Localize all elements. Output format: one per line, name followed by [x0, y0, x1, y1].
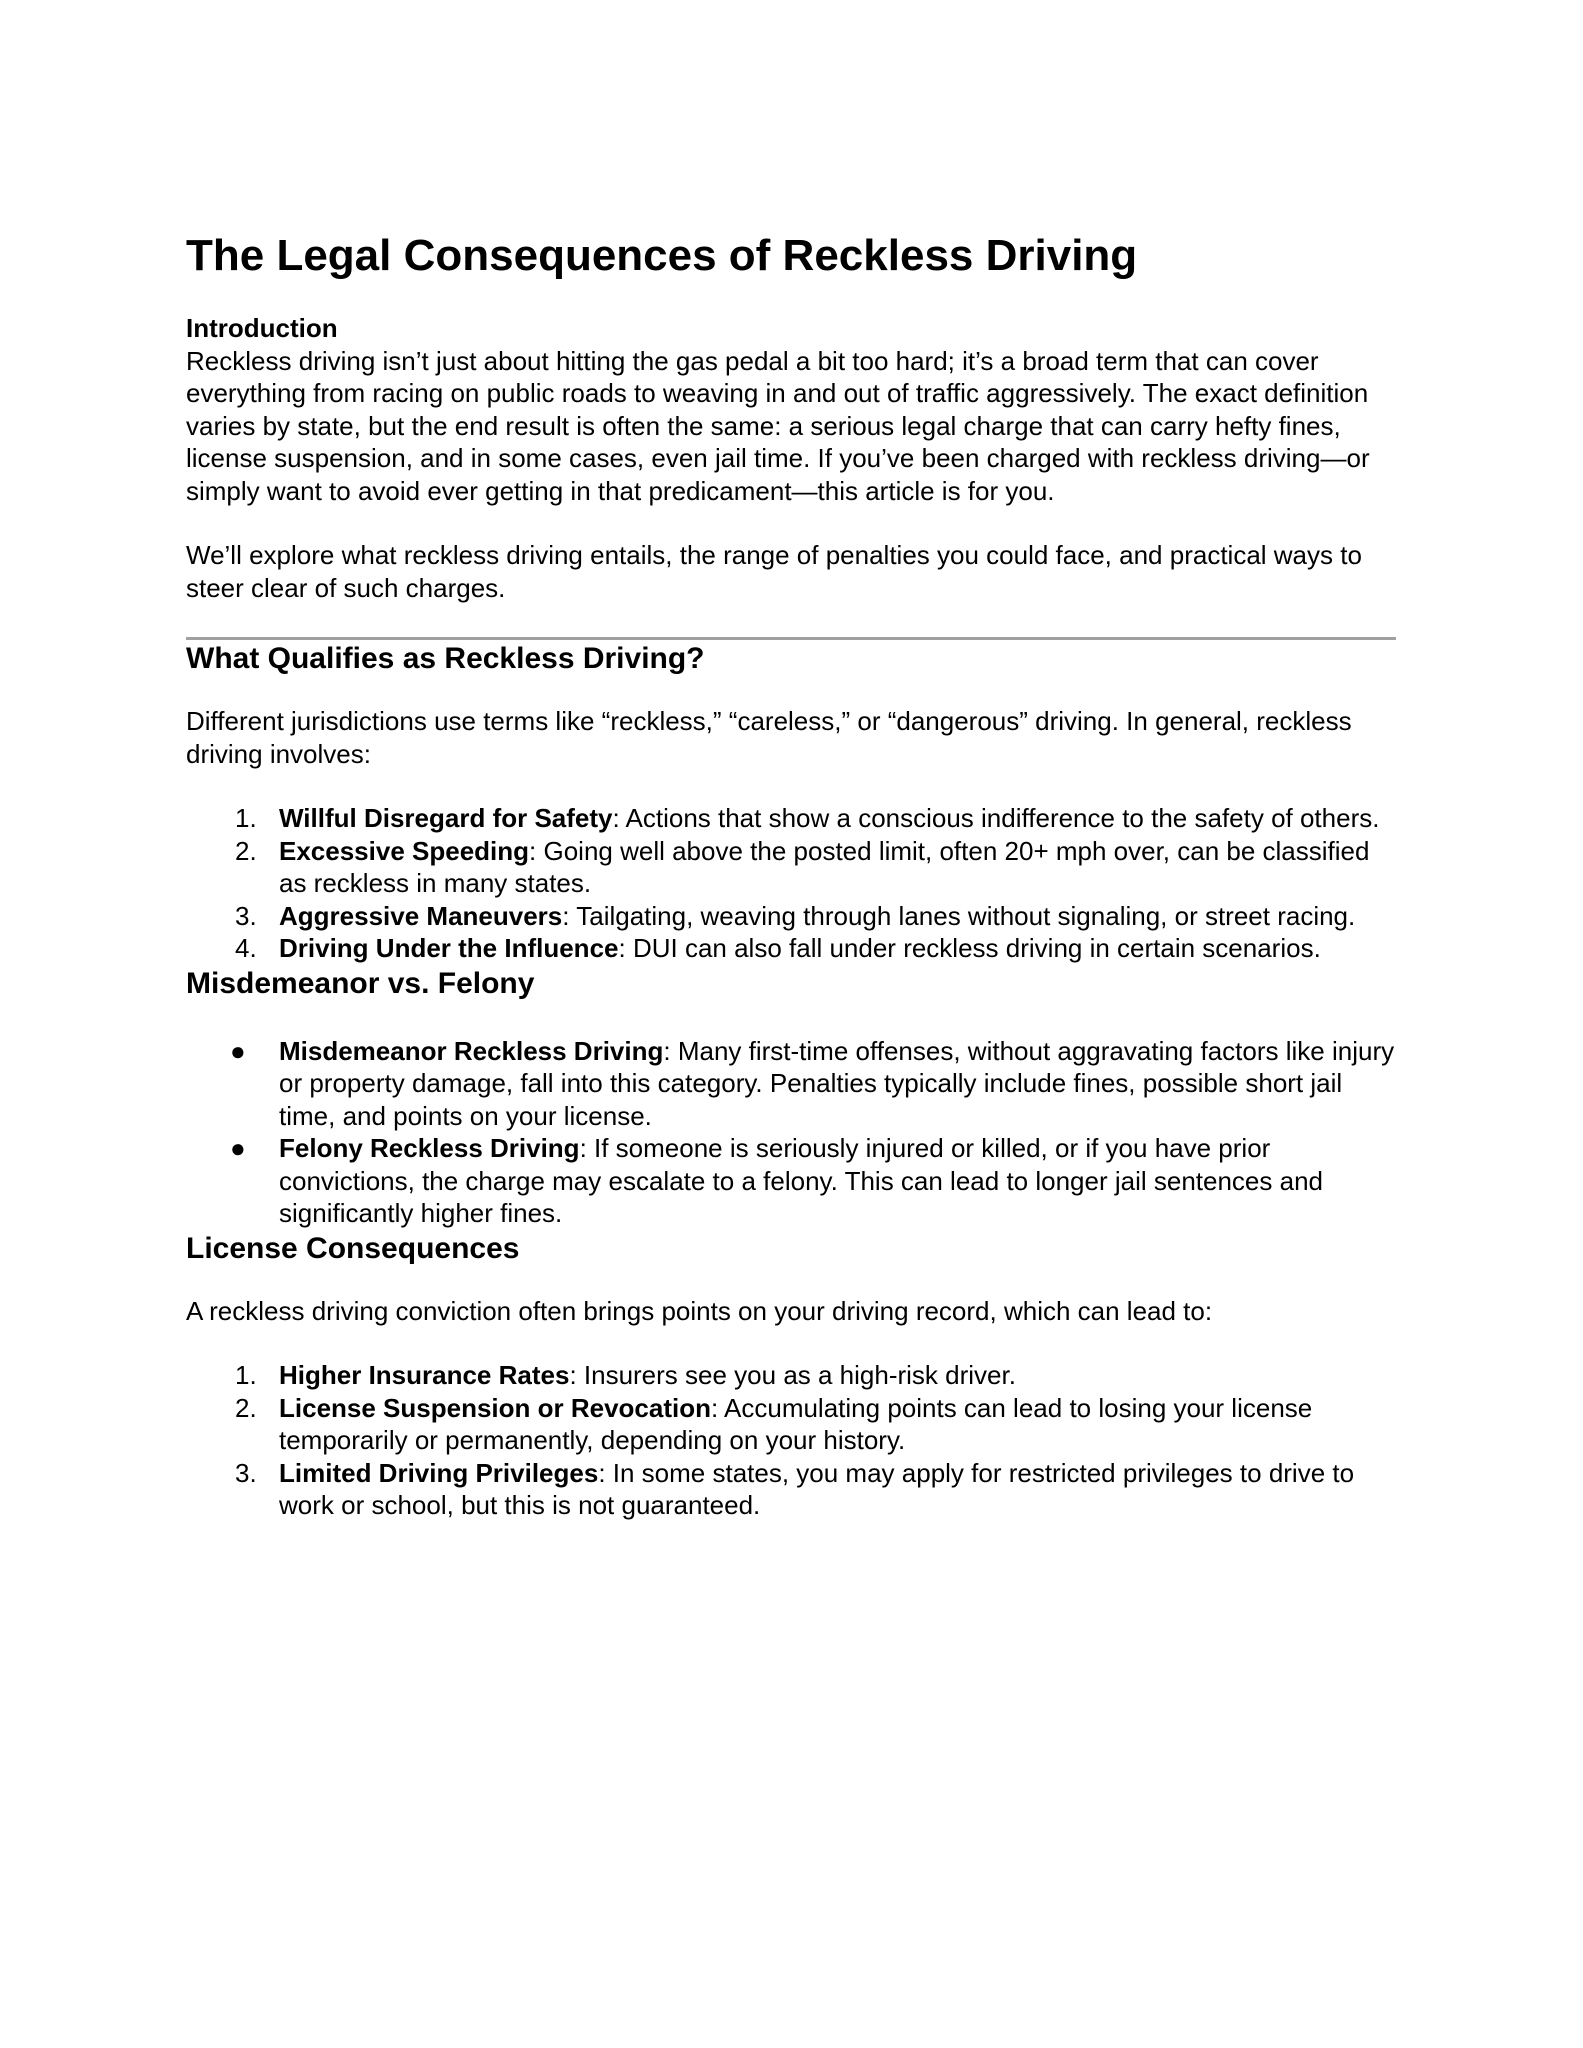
document-page	[186, 228, 1398, 1522]
list-item-text: : If someone is seriously injured or killed, or if you have prior convictions, the charge may escalate to a felony. This can lead to longer jail sentences and significantly higher fines.	[279, 1133, 1323, 1228]
list-item	[186, 835, 1398, 900]
list-item	[186, 932, 1398, 965]
list-number: 1.	[235, 803, 257, 833]
section-heading-what-qualifies: What Qualifies as Reckless Driving?	[186, 642, 705, 675]
introduction-paragraph-2: We’ll explore what reckless driving entails, the range of penalties you could face, and practical ways to steer clear of such charges.	[186, 540, 1362, 603]
bullet-icon: ●	[230, 1035, 246, 1066]
list-item-text: : Going well above the posted limit, often 20+ mph over, can be classified as reckless in many states.	[279, 835, 1370, 898]
bullet-icon: ●	[230, 1133, 246, 1163]
list-item-text: : In some states, you may apply for restricted privileges to drive to work or school, but this is not guaranteed.	[279, 1457, 1355, 1520]
document-title: The Legal Consequences of Reckless Driving	[186, 231, 1138, 280]
license-consequences-list	[186, 1359, 1398, 1522]
section-heading-misdemeanor-vs-felony: Misdemeanor vs. Felony	[186, 966, 535, 1000]
list-item	[186, 802, 1398, 835]
list-item	[186, 1132, 1398, 1230]
list-item-text: : Accumulating points can lead to losing your license temporarily or permanently, depending on your history.	[279, 1392, 1313, 1455]
list-item-text: : DUI can also fall under reckless driving in certain scenarios.	[618, 933, 1321, 963]
section-heading-license-consequences: License Consequences	[186, 1231, 520, 1265]
list-number: 1.	[235, 1360, 257, 1390]
list-item-text: : Actions that show a conscious indifference to the safety of others.	[612, 803, 1380, 833]
list-item-text: : Many first-time offenses, without aggravating factors like injury or property damage, fall into this category. Penalties typically include fines, possible short jail time, and points on your license.	[279, 1035, 1395, 1131]
list-item-text: : Insurers see you as a high-risk driver.	[569, 1360, 1016, 1390]
list-item-term: Misdemeanor Reckless Driving	[279, 1035, 664, 1066]
list-item	[186, 1392, 1398, 1457]
list-item	[186, 900, 1398, 933]
list-item-term: Willful Disregard for Safety	[279, 803, 613, 833]
list-item-term: Higher Insurance Rates	[279, 1360, 570, 1390]
list-item-term: License Suspension or Revocation	[279, 1392, 711, 1423]
list-number: 4.	[235, 933, 257, 963]
list-number: 3.	[235, 1457, 257, 1488]
list-item	[186, 1359, 1398, 1392]
list-item-term: Limited Driving Privileges	[279, 1457, 599, 1488]
section-intro-license-consequences: A reckless driving conviction often brings points on your driving record, which can lead to:	[186, 1295, 1213, 1326]
list-number: 2.	[235, 1392, 257, 1423]
list-item-term: Excessive Speeding	[279, 835, 530, 866]
list-item-term: Aggressive Maneuvers	[279, 900, 563, 931]
introduction-section	[186, 312, 1398, 604]
list-item-term: Driving Under the Influence	[279, 933, 619, 963]
list-item-term: Felony Reckless Driving	[279, 1133, 580, 1163]
introduction-heading: Introduction	[186, 313, 338, 343]
list-number: 2.	[235, 835, 257, 866]
qualifying-behaviors-list	[186, 802, 1398, 965]
list-item	[186, 1457, 1398, 1522]
list-item-text: : Tailgating, weaving through lanes without signaling, or street racing.	[562, 900, 1356, 931]
section-intro-what-qualifies: Different jurisdictions use terms like “reckless,” “careless,” or “dangerous” driving. In general, reckless driving involves:	[186, 706, 1352, 769]
list-number: 3.	[235, 900, 257, 931]
introduction-paragraph-1: Reckless driving isn’t just about hitting the gas pedal a bit too hard; it’s a broad term that can cover everything from racing on public roads to weaving in and out of traffic aggressively. The exact definition varies by state, but the end result is often the same: a serious legal charge that can carry hefty fines, license suspension, and in some cases, even jail time. If you’ve been charged with reckless driving—or simply want to avoid ever getting in that predicament—this article is for you.	[186, 345, 1370, 506]
list-item	[186, 1035, 1398, 1133]
charge-types-list	[186, 1035, 1398, 1230]
